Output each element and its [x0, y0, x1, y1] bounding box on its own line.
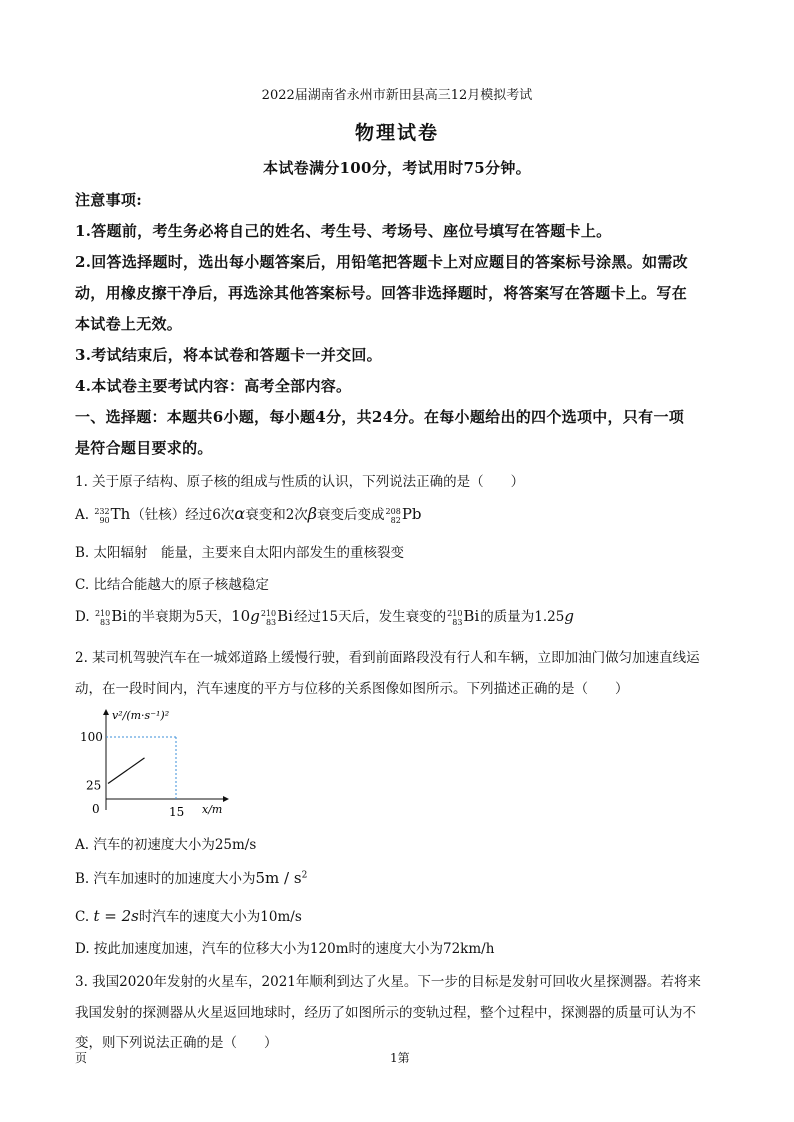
q2-option-c — [75, 905, 725, 925]
q1-stem: 1. 关于原子结构、原子核的组成与性质的认识，下列说法正确的是（ ） — [75, 474, 525, 490]
y-tick-label-100: 100 — [80, 730, 103, 744]
notes-heading: 注意事项: — [75, 191, 143, 209]
y-tick-label-25: 25 — [86, 778, 102, 793]
q1-a-prefix: A. — [75, 507, 94, 523]
section-heading-line-1: 一、选择题：本题共6小题，每小题4分，共24分。在每小题给出的四个选项中，只有一项 — [75, 408, 685, 426]
note-3: 3.考试结束后，将本试卷和答题卡一并交回。 — [75, 346, 382, 364]
exam-title: 2022届湖南省永州市新田县高三12月模拟考试 — [261, 88, 533, 103]
bismuth-nuclide-3 — [447, 607, 479, 627]
beta-symbol: β — [307, 504, 318, 523]
q1-d-text-2: 经过15天后，发生衰变的 — [293, 609, 447, 625]
q1-d-text-1: 的半衰期为5天， — [128, 609, 232, 625]
q2-option-d: D. 按此加速度加速，汽车的位移大小为120m时的速度大小为72km/h — [75, 941, 495, 957]
bismuth-nuclide-2 — [261, 607, 293, 627]
bi-symbol-3: Bi — [463, 607, 480, 625]
thorium-nuclide — [94, 505, 130, 525]
q2-b-exponent: 2 — [301, 870, 308, 881]
q2-c-prefix: C. — [75, 909, 94, 925]
mass-value: 10 — [231, 607, 251, 625]
alpha-symbol: α — [234, 504, 246, 523]
q1-d-prefix: D. — [75, 609, 94, 625]
q3-stem-line-2: 我国发射的探测器从火星返回地球时，经历了如图所示的变轨过程，整个过程中，探测器的质量可认为不 — [75, 1005, 696, 1021]
x-axis-label: x/m — [202, 803, 223, 816]
q2-c-time: t = 2s — [93, 907, 139, 925]
q1-a-text-2: 衰变和2次 — [245, 507, 308, 523]
bi-atomic-number-3: 83 — [452, 617, 463, 627]
data-series-line — [108, 758, 145, 784]
th-symbol: Th — [110, 505, 131, 523]
q1-a-text-3: 衰变后变成 — [317, 507, 385, 523]
q2-c-text: 时汽车的速度大小为10m/s — [138, 909, 302, 925]
q2-stem-line-1: 2. 某司机驾驶汽车在一城郊道路上缓慢行驶，看到前面路段没有行人和车辆，立即加油门做匀加速直线运 — [75, 650, 700, 666]
q2-b-value: 5m / s — [255, 869, 302, 887]
origin-label: 0 — [92, 802, 100, 816]
q2-stem-line-2: 动，在一段时间内，汽车速度的平方与位移的关系图像如图所示。下列描述正确的是（ ） — [75, 681, 629, 697]
footer-left: 页 — [75, 1051, 88, 1065]
q2-b-text: B. 汽车加速时的加速度大小为 — [75, 871, 256, 887]
gram-unit-2: g — [564, 607, 574, 625]
th-atomic-number: 90 — [99, 515, 110, 525]
q1-option-b: B. 太阳辐射 能量，主要来自太阳内部发生的重核裂变 — [75, 545, 405, 561]
lead-nuclide — [386, 505, 422, 525]
bi-symbol: Bi — [111, 607, 128, 625]
bismuth-nuclide-1 — [95, 607, 127, 627]
bi-mass-number-3: 210 — [447, 608, 463, 618]
q3-stem-line-1: 3. 我国2020年发射的火星车，2021年顺利到达了火星。下一步的目标是发射可回收火星探测器。若将来 — [75, 974, 701, 990]
score-info: 本试卷满分100分，考试用时75分钟。 — [263, 159, 531, 177]
gram-unit: g — [250, 607, 260, 625]
note-2-line-3: 本试卷上无效。 — [75, 315, 183, 333]
note-4: 4.本试卷主要考试内容：高考全部内容。 — [75, 377, 352, 395]
q1-option-d — [75, 605, 725, 627]
th-mass-number: 232 — [94, 506, 110, 516]
y-axis-label: v²/(m·s⁻¹)² — [112, 709, 170, 722]
bi-mass-number: 210 — [94, 608, 111, 618]
x-tick-label-15: 15 — [169, 805, 185, 818]
page-number: 1第 — [390, 1051, 410, 1065]
q2-option-a: A. 汽车的初速度大小为25m/s — [75, 837, 257, 853]
v-squared-x-chart — [78, 706, 238, 818]
bi-atomic-number-2: 83 — [265, 617, 277, 627]
pb-symbol: Pb — [401, 505, 422, 523]
pb-atomic-number: 82 — [390, 515, 401, 525]
pb-mass-number: 208 — [385, 506, 401, 516]
note-2-line-1: 2.回答选择题时，选出每小题答案后，用铅笔把答题卡上对应题目的答案标号涂黑。如需改 — [75, 253, 688, 271]
q3-stem-line-3: 变，则下列说法正确的是（ ） — [75, 1035, 278, 1051]
q1-d-text-3: 的质量为1.25 — [480, 609, 565, 625]
q1-option-c: C. 比结合能越大的原子核越稳定 — [75, 577, 269, 593]
note-1: 1.答题前，考生务必将自己的姓名、考生号、考场号、座位号填写在答题卡上。 — [75, 222, 612, 240]
q1-a-text-1: （钍核）经过6次 — [131, 507, 235, 523]
bi-mass-number-2: 210 — [260, 608, 277, 618]
note-2-line-2: 动，用橡皮擦干净后，再选涂其他答案标号。回答非选择题时，将答案写在答题卡上。写在 — [75, 284, 688, 302]
section-heading-line-2: 是符合题目要求的。 — [75, 439, 213, 457]
q1-option-a — [75, 503, 725, 525]
subject-title: 物理试卷 — [354, 122, 439, 144]
bi-symbol-2: Bi — [277, 607, 293, 625]
q2-option-b — [75, 867, 725, 887]
bi-atomic-number: 83 — [100, 617, 111, 627]
